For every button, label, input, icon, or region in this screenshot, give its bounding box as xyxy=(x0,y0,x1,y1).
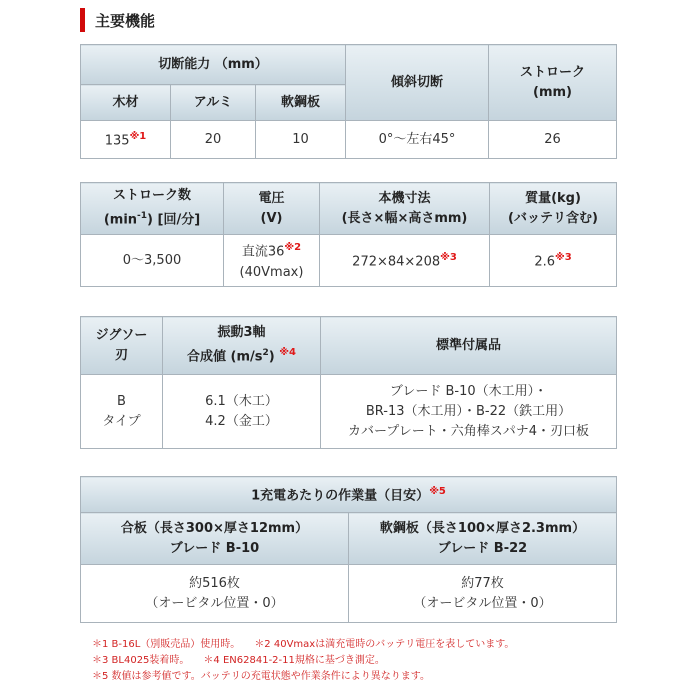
work-amount-header: 1充電あたりの作業量（目安）$^{※5}$ xyxy=(81,477,617,513)
wood-header: 木材 xyxy=(81,85,171,121)
voltage-header: 電圧 (V) xyxy=(224,183,320,235)
strokes-value: 0～3,500 xyxy=(81,235,224,287)
bevel-header: 傾斜切断 xyxy=(346,45,489,121)
stroke-header: ストローク (mm) xyxy=(489,45,617,121)
spec-table-general xyxy=(80,182,617,287)
vibration-header: 振動3軸 合成値 $(m/s^2)$ $^{※4}$ xyxy=(163,317,321,375)
aluminum-header: アルミ xyxy=(171,85,256,121)
plywood-value: 約516枚 （オービタル位置・0） xyxy=(81,565,349,623)
plywood-header: 合板（長さ300×厚さ12mm） ブレード B-10 xyxy=(81,513,349,565)
footnote-3: ＊3 BL4025装着時。 xyxy=(92,655,190,666)
mass-value: 2.6$^{※3}$ xyxy=(490,235,617,287)
dimensions-value: $272\times 84\times 208^{※3}$ xyxy=(320,235,490,287)
dimensions-header: 本機寸法 (長さ×幅×高さmm) xyxy=(320,183,490,235)
accent-bar xyxy=(80,8,85,32)
footnote-5: ＊5 数値は参考値です。バッテリの充電状態や作業条件により異なります。 xyxy=(92,671,430,682)
steel-plate-value: 約77枚 （オービタル位置・0） xyxy=(349,565,617,623)
blade-type-value: B タイプ xyxy=(81,375,163,449)
voltage-value: 直流36$^{※2}$ (40Vmax) xyxy=(224,235,320,287)
bevel-value: 0°～左右45° xyxy=(346,121,489,159)
footnote-1: ＊1 B-16L（別販売品）使用時。 xyxy=(92,639,241,650)
mild-steel-header: 軟鋼板 xyxy=(256,85,346,121)
steel-plate-header: 軟鋼板（長さ100×厚さ2.3mm） ブレード B-22 xyxy=(349,513,617,565)
aluminum-value: 20 xyxy=(171,121,256,159)
accessories-value: ブレード B-10（木工用）・ BR-13（木工用）・B-22（鉄工用） カバープレート・六角棒スパナ4・刃口板 xyxy=(321,375,617,449)
spec-table-work-amount xyxy=(80,476,617,623)
footnote-2: ＊2 40Vmaxは満充電時のバッテリ電圧を表しています。 xyxy=(254,639,515,650)
stroke-value: 26 xyxy=(489,121,617,159)
cut-capacity-header: 切断能力 （mm） xyxy=(81,45,346,85)
spec-table-cutting xyxy=(80,44,617,159)
section-heading xyxy=(80,6,155,34)
wood-value: 135$^{※1}$ xyxy=(81,121,171,159)
vibration-value: 6.1（木工） 4.2（金工） xyxy=(163,375,321,449)
mass-header: 質量(kg) (バッテリ含む) xyxy=(490,183,617,235)
strokes-header: ストローク数 $(\min^{-1})$ [回/分] xyxy=(81,183,224,235)
footnote-4: ＊4 EN62841-2-11規格に基づき測定。 xyxy=(203,655,385,666)
mild-steel-value: 10 xyxy=(256,121,346,159)
page-title: 主要機能 xyxy=(95,11,156,30)
accessories-header: 標準付属品 xyxy=(321,317,617,375)
footnotes xyxy=(92,637,528,685)
spec-table-vibration xyxy=(80,316,617,449)
blade-type-header: ジグソー 刃 xyxy=(81,317,163,375)
